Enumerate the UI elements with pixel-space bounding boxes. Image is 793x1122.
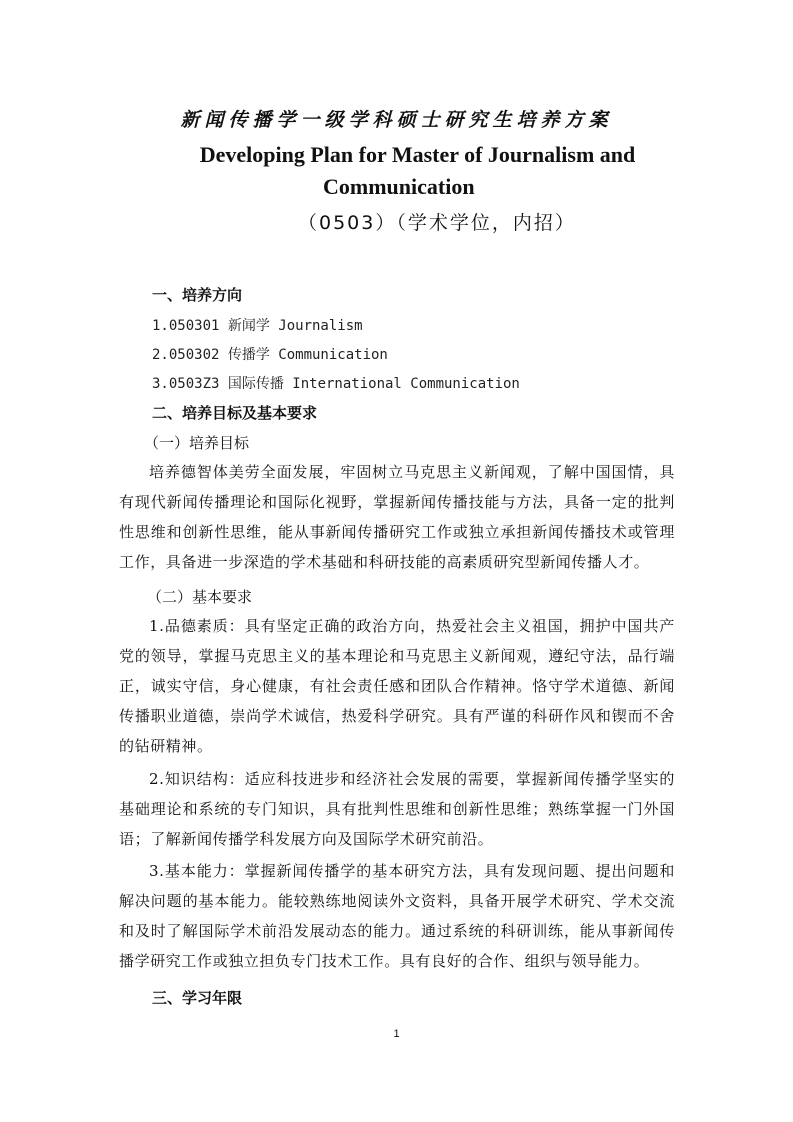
document-title-chinese: 新闻传播学一级学科硕士研究生培养方案 (180, 109, 613, 131)
paragraph-basic-abilities: 3.基本能力：掌握新闻传播学的基本研究方法，具有发现问题、提出问题和解决问题的基本能力。能较熟练地阅读外文资料，具备开展学术研究、学术交流和及时了解国际学术前沿发展动态的能力。通过系统的科研训练，能从事新闻传播学研究工作或独立担负专门技术工作。具有良好的合作、组织与领导能力。 (119, 862, 675, 970)
subsection-heading-basic-requirements: （二）基本要求 (147, 588, 253, 606)
direction-item-international-communication: 3.0503Z3 国际传播 International Communication (152, 376, 520, 392)
subsection-heading-objectives: （一）培养目标 (144, 434, 250, 452)
document-title-english-line1: Developing Plan for Master of Journalism and (199, 142, 636, 167)
section-heading-training-directions: 一、培养方向 (152, 286, 243, 304)
paragraph-objectives: 培养德智体美劳全面发展，牢固树立马克思主义新闻观，了解中国国情，具有现代新闻传播理论和国际化视野，掌握新闻传播技能与方法，具备一定的批判性思维和创新性思维，能从事新闻传播研究工作或独立承担新闻传播技术或管理工作，具备进一步深造的学术基础和科研技能的高素质研究型新闻传播人才。 (119, 463, 675, 571)
paragraph-knowledge-structure: 2.知识结构：适应科技进步和经济社会发展的需要，掌握新闻传播学坚实的基础理论和系统的专门知识，具有批判性思维和创新性思维；熟练掌握一门外国语；了解新闻传播学科发展方向及国际学术研究前沿。 (119, 770, 675, 848)
paragraph-moral-quality: 1.品德素质：具有坚定正确的政治方向，热爱社会主义祖国，拥护中国共产党的领导，掌握马克思主义的基本理论和马克思主义新闻观，遵纪守法，品行端正，诚实守信，身心健康，有社会责任感和团队合作精神。恪守学术道德、新闻传播职业道德，崇尚学术诚信，热爱科学研究。具有严谨的科研作风和锲而不舍的钻研精神。 (119, 617, 675, 755)
page-number: 1 (393, 1028, 400, 1040)
direction-item-journalism: 1.050301 新闻学 Journalism (152, 318, 363, 334)
document-title-english-line2: Communication (323, 174, 475, 199)
section-heading-study-duration: 三、学习年限 (152, 989, 243, 1007)
program-code-subtitle: （0503）（学术学位，内招） (298, 212, 576, 234)
section-heading-objectives-requirements: 二、培养目标及基本要求 (152, 404, 318, 422)
direction-item-communication: 2.050302 传播学 Communication (152, 347, 388, 363)
